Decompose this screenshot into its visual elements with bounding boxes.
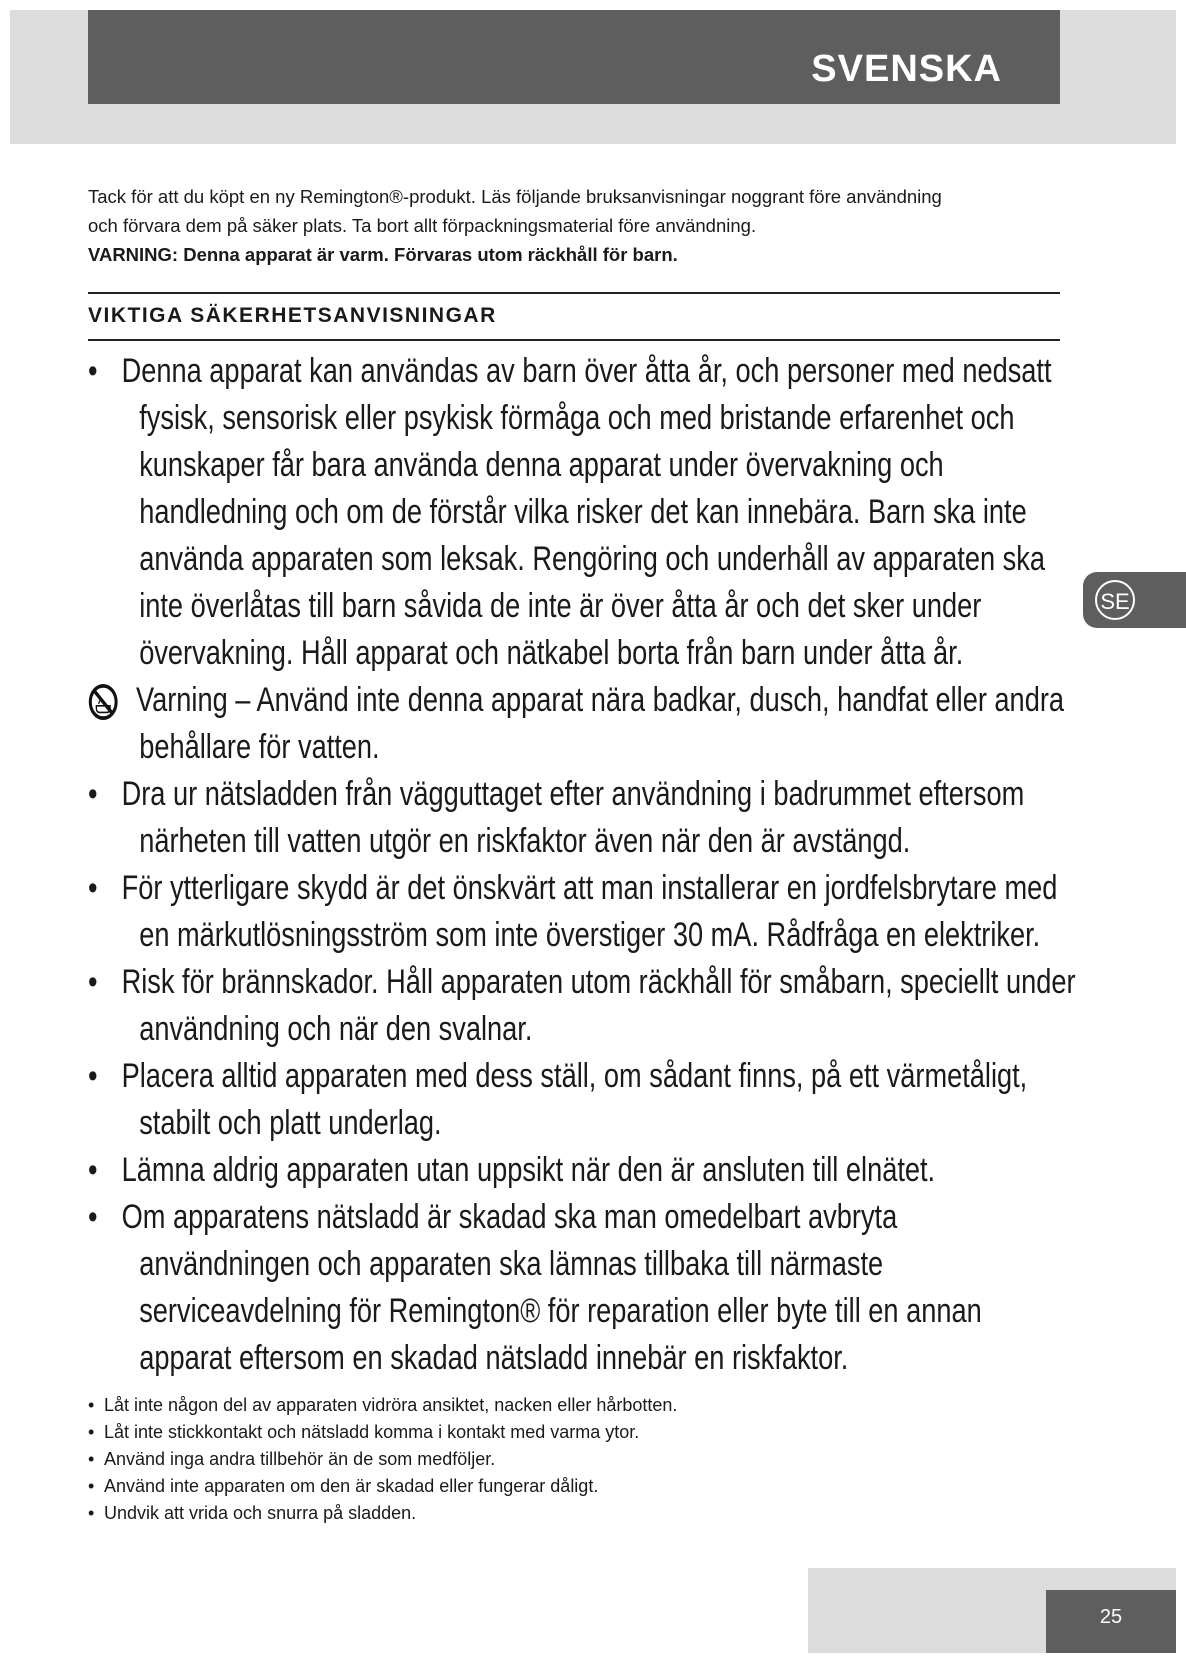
bullet: • [88,1395,95,1415]
list-item [88,348,1080,677]
list-item [88,1194,1080,1382]
language-side-tab [1083,572,1186,628]
divider [88,339,1060,341]
item-text: användningen och apparaten ska lämnas tillbaka till närmaste [139,1245,884,1283]
intro-line: Tack för att du köpt en ny Remington®-produkt. Läs följande bruksanvisningar noggrant före användning [88,186,942,207]
list-item [88,1053,1080,1147]
item-text: en märkutlösningsström som inte överstiger 30 mA. Rådfråga en elektriker. [139,916,1041,954]
list-item [88,865,1080,959]
list-item [88,1500,677,1527]
item-text: Använd inga andra tillbehör än de som medföljer. [104,1449,496,1469]
page-number-box [1046,1590,1176,1653]
item-text: använda apparaten som leksak. Rengöring och underhåll av apparaten ska [139,540,1045,578]
list-item [88,1147,1080,1194]
intro-text [88,182,1048,269]
item-text: behållare för vatten. [139,728,380,766]
bullet: • [88,1198,98,1236]
language-title: SVENSKA [811,48,1002,90]
item-text: Använd inte apparaten om den är skadad eller fungerar dåligt. [104,1476,599,1496]
bullet: • [88,869,98,907]
bullet: • [88,1476,95,1496]
safety-list [88,348,1080,1382]
section-heading: VIKTIGA SÄKERHETSANVISNINGAR [88,304,497,327]
item-text: Dra ur nätsladden från vägguttaget efter användning i badrummet eftersom [121,775,1025,813]
item-text: Om apparatens nätsladd är skadad ska man omedelbart avbryta [121,1198,898,1236]
list-item [88,1419,677,1446]
item-text: Undvik att vrida och snurra på sladden. [104,1503,417,1523]
item-text: apparat eftersom en skadad nätsladd innebär en riskfaktor. [139,1339,849,1377]
bullet: • [88,775,98,813]
item-text: kunskaper får bara använda denna apparat under övervakning och [139,446,944,484]
item-text: användning och när den svalnar. [139,1010,533,1048]
page-number: 25 [1099,1606,1123,1628]
bullet: • [88,1422,95,1442]
bullet: • [88,1449,95,1469]
list-item [88,771,1080,865]
item-text: närheten till vatten utgör en riskfaktor även när den är avstängd. [139,822,911,860]
divider [88,292,1060,294]
list-item [88,959,1080,1053]
title-bar [88,10,1060,104]
item-text: serviceavdelning för Remington® för reparation eller byte till en annan [139,1292,982,1330]
item-text: Risk för brännskador. Håll apparaten utom räckhåll för småbarn, speciellt under [121,963,1076,1001]
item-text: Låt inte stickkontakt och nätsladd komma i kontakt med varma ytor. [104,1422,640,1442]
bullet: • [88,1151,98,1189]
bullet: • [88,963,98,1001]
bullet: • [88,352,98,390]
item-text: stabilt och platt underlag. [139,1104,442,1142]
item-text: fysisk, sensorisk eller psykisk förmåga och med bristande erfarenhet och [139,399,1015,437]
item-text: handledning och om de förstår vilka risker det kan innebära. Barn ska inte [139,493,1027,531]
intro-line: och förvara dem på säker plats. Ta bort allt förpackningsmaterial före användning. [88,215,757,236]
water-warning [88,677,1080,771]
list-item [88,1473,677,1500]
bullet: • [88,1503,95,1523]
item-text: Denna apparat kan användas av barn över åtta år, och personer med nedsatt [121,352,1052,390]
small-list [88,1392,677,1527]
item-text: Placera alltid apparaten med dess ställ, om sådant finns, på ett värmetåligt, [121,1057,1028,1095]
item-text: inte överlåtas till barn såvida de inte är över åtta år och det sker under [139,587,982,625]
no-bath-icon [88,683,118,721]
item-text: övervakning. Håll apparat och nätkabel borta från barn under åtta år. [139,634,964,672]
language-badge: SE [1095,580,1135,620]
item-text: Låt inte någon del av apparaten vidröra ansiktet, nacken eller hårbotten. [104,1395,678,1415]
list-item [88,1392,677,1419]
list-item [88,1446,677,1473]
intro-warning: VARNING: Denna apparat är varm. Förvaras utom räckhåll för barn. [88,244,678,265]
item-text: Lämna aldrig apparaten utan uppsikt när den är ansluten till elnätet. [121,1151,936,1189]
item-text: Varning – Använd inte denna apparat nära badkar, dusch, handfat eller andra [136,681,1065,719]
bullet: • [88,1057,98,1095]
item-text: För ytterligare skydd är det önskvärt att man installerar en jordfelsbrytare med [121,869,1058,907]
